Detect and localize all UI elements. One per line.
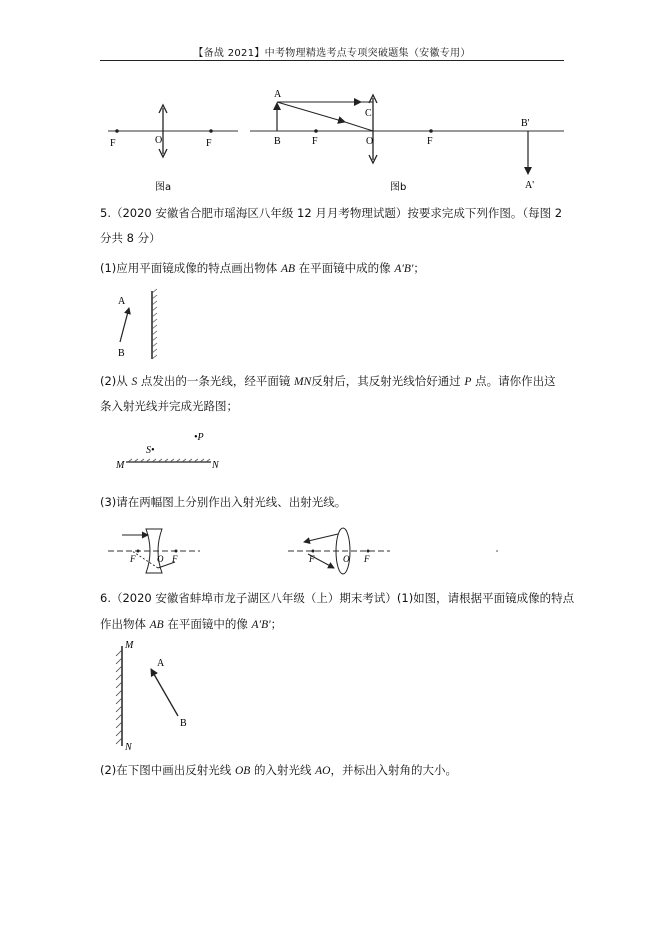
figure-b: [250, 89, 564, 193]
var-ab: AB: [149, 619, 164, 631]
header-rule: [100, 60, 564, 61]
label-f-right: F: [206, 138, 212, 149]
label-c: C: [365, 108, 372, 119]
q5-part2-d: 点。请你作出这: [471, 374, 556, 388]
q5-part1-middle: 在平面镜中成的像: [295, 261, 395, 275]
q6-part2-middle: 的入射光线: [250, 763, 316, 777]
figure-a: [108, 105, 238, 193]
focal-point-right: [209, 129, 213, 133]
label-f-left: F: [312, 136, 318, 147]
q5-part2-line2: 条入射光线并完成光路图；: [100, 399, 238, 413]
label-f-right: F: [427, 136, 433, 147]
label-f-left: F: [110, 138, 116, 149]
q6-line2-middle: 在平面镜中的像: [163, 617, 252, 631]
var-a-prime-b-prime: A′B′: [394, 263, 414, 275]
page-header: 【备战 2021】中考物理精选考点专项突破题集（安徽专用）: [193, 48, 471, 59]
var-ao: AO: [315, 765, 331, 777]
label-b: B: [180, 718, 187, 729]
concave-lens-diagram: [108, 529, 200, 573]
focal-point-right: [429, 129, 433, 133]
label-o: O: [155, 135, 163, 146]
label-m: M: [125, 640, 134, 651]
focal-point-right: [367, 550, 370, 553]
focal-point-left: [312, 550, 315, 553]
q5-part2-line1: [100, 373, 556, 390]
object-ab-arrow: [120, 308, 129, 342]
q6-stem-line2: [100, 616, 282, 633]
label-o: O: [343, 554, 350, 564]
var-ob: OB: [234, 765, 251, 777]
ray-through-center: [277, 102, 345, 122]
q6-part2-suffix: ，并标出入射角的大小。: [330, 763, 457, 777]
label-n: N: [125, 742, 132, 753]
caption-fig-a: 图a: [155, 182, 172, 193]
q5-stem-line1: 5.（2020 安徽省合肥市瑶海区八年级 12 月月考物理试题）按要求完成下列作图。（每图 2: [100, 206, 563, 220]
stray-dot: [496, 550, 498, 552]
q5-stem-line2: 分共 8 分）: [100, 231, 161, 245]
focal-point-left: [137, 550, 140, 553]
label-f-right: F: [364, 554, 370, 564]
label-a: A: [118, 296, 126, 307]
label-f-left: F: [130, 554, 136, 564]
q6-part2: [100, 762, 457, 779]
focal-point-left: [115, 129, 119, 133]
focal-point-right: [175, 550, 178, 553]
object-ab-arrow: [151, 669, 178, 716]
ray-to-focus-dashed: [132, 551, 158, 568]
label-b: B: [118, 348, 125, 359]
convex-lens-diagram: [288, 528, 390, 574]
q6-stem-line1: 6.（2020 安徽省蚌埠市龙子湖区八年级（上）期末考试）(1)如图，请根据平面镜成像的特点: [100, 591, 575, 605]
mirror-hatching: [116, 650, 122, 744]
var-a-prime-b-prime: A′B′: [251, 619, 271, 631]
q5-part2-b: 点发出的一条光线，经平面镜: [137, 374, 295, 388]
var-ab: AB: [280, 263, 296, 275]
figure-q5-2-mirror-mn: [112, 426, 232, 474]
label-m: M: [116, 460, 125, 471]
ray-through-center-end: [345, 122, 373, 131]
figure-q6-plane-mirror: [108, 636, 208, 754]
var-mn: MN: [294, 376, 312, 388]
var-s: S: [131, 376, 138, 388]
label-f-left: F: [309, 554, 315, 564]
label-a-prime: A': [525, 180, 535, 191]
q5-part1-suffix: ；: [413, 261, 425, 275]
q5-part2-c: 反射后，其反射光线恰好通过: [311, 374, 465, 388]
q5-part3: (3)请在两幅图上分别作出入射光线、出射光线。: [100, 495, 347, 509]
figure-top-lenses: [100, 82, 570, 194]
label-n: N: [212, 460, 219, 471]
label-b: B: [274, 136, 281, 147]
q5-part2-a: (2)从: [100, 374, 132, 388]
var-p: P: [464, 376, 472, 388]
label-f-right: F: [172, 554, 178, 564]
caption-fig-b: 图b: [390, 182, 407, 193]
q6-line2-prefix: 作出物体: [100, 617, 150, 631]
label-o: O: [366, 136, 374, 147]
label-a: A: [157, 658, 165, 669]
ray-from-lens: [304, 534, 338, 542]
q6-line2-suffix: ；: [270, 617, 283, 631]
label-s: S•: [146, 445, 155, 456]
q6-part2-prefix: (2)在下图中画出反射光线: [100, 763, 235, 777]
figure-q5-3-lenses: [100, 520, 510, 582]
figure-q5-1-plane-mirror: [110, 286, 170, 362]
label-b-prime: B': [521, 118, 530, 129]
label-p: •P: [194, 432, 204, 443]
label-a: A: [274, 89, 282, 100]
label-o: O: [157, 554, 164, 564]
q5-part1-prefix: (1)应用平面镜成像的特点画出物体: [100, 261, 281, 275]
q5-part1: [100, 260, 425, 277]
focal-point-left: [314, 129, 318, 133]
